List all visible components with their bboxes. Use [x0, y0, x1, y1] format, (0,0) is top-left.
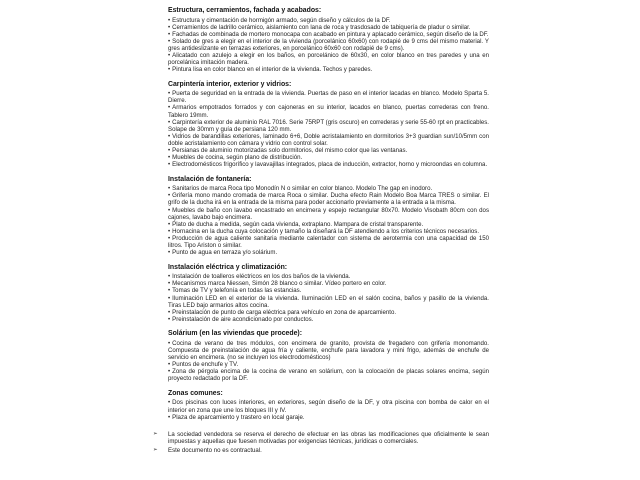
note-arrow-icon: ➢ [153, 430, 158, 437]
bullet-text: Puntos de enchufe y TV. [172, 361, 239, 369]
bullet-marker: • [168, 147, 171, 154]
bullet-list [168, 273, 489, 323]
bullet-text: Grifería mono mando cromada de marca Roca o similar. Ducha efecto Rain Modelo Boa Marca TRES o similar. El grifo de la ducha irá en la entrada de la misma para poder accionarlo previamente a la entrada a la misma. [168, 192, 489, 207]
bullet-item [168, 185, 489, 192]
bullet-marker: • [168, 227, 171, 235]
bullet-item [168, 119, 489, 133]
bullet-text: Cocina de verano de tres módulos, con encimera de granito, provista de fregadero con grifería monomando. Compuesta de preinstalación de agua fría y caliente, enchufe para lavadora y mini frigo, además de enchufe de servicio en encimera. (no se incluyen los electrodomésticos) [168, 339, 489, 362]
bullet-item [168, 280, 489, 287]
bullet-marker: • [168, 104, 171, 112]
bullet-item [168, 161, 489, 168]
bullet-marker: • [168, 280, 171, 288]
bullet-item [168, 24, 489, 31]
bullet-marker: • [168, 287, 171, 295]
bullet-marker: • [168, 315, 171, 323]
bullet-item [168, 361, 489, 368]
bullet-item [168, 295, 489, 309]
bullet-text: Hornacina en la ducha cuya colocación y tamaño la diseñará la DF atendiendo a los criterios técnicos necesarios. [172, 227, 480, 235]
bullet-text: Plato de ducha a medida, según cada vivienda, extraplano. Mampara de cristal transparente. [172, 220, 424, 228]
bullet-marker: • [168, 66, 171, 74]
bullet-marker: • [168, 273, 171, 281]
note-text: Este documento no es contractual. [168, 446, 262, 454]
bullet-item [168, 235, 489, 249]
bullet-list [168, 17, 489, 74]
section-title: Instalación de fontanería: [168, 175, 252, 183]
bullet-marker: • [168, 234, 171, 242]
bullet-item [168, 316, 489, 323]
bullet-text: Electrodomésticos frigorífico y lavavajillas integrados, placa de inducción, extractor, horno y microondas en columna. [172, 161, 488, 169]
section-title: Estructura, cerramientos, fachada y acabados: [168, 7, 322, 14]
document-content [153, 7, 489, 456]
document-section [168, 81, 489, 169]
bullet-item [168, 52, 489, 66]
bullet-list [168, 340, 489, 383]
bullet-item [168, 90, 489, 104]
bullet-marker: • [168, 37, 171, 45]
bullet-text: Zona de pérgola encima de la cocina de verano en solárium, con la colocación de placas solares encima, según proyecto redactado por la DF. [168, 368, 489, 383]
bullet-marker: • [168, 118, 171, 126]
bullet-item [168, 368, 489, 382]
bullet-item [168, 133, 489, 147]
bullet-text: Tomas de TV y telefonía en todas las estancias. [172, 287, 302, 295]
bullet-item [168, 104, 489, 118]
bullet-marker: • [168, 413, 171, 421]
bullet-marker: • [168, 339, 171, 347]
section-title: Carpintería interior, exterior y vidrios: [168, 80, 292, 88]
section-title: Instalación eléctrica y climatización: [168, 263, 288, 271]
bullet-marker: • [168, 206, 171, 214]
bullet-text: Preinstalación de punto de carga eléctrica para vehículo en zona de aparcamiento. [172, 308, 397, 316]
bullet-text: Alicatado con azulejo a elegir en los baños, en porcelánico de 60x30, en color blanco en tres paredes y una en porcelánica imitación madera. [168, 51, 489, 67]
bullet-marker: • [168, 399, 171, 407]
bullet-marker: • [168, 361, 171, 369]
document-section [168, 7, 489, 73]
bullet-text: Plaza de aparcamiento y trastero en local garaje. [172, 413, 305, 421]
bullet-list [168, 90, 489, 168]
document-section [168, 330, 489, 382]
bullet-text: Solado de gres a elegir en el interior de la vivienda (porcelánico 60x60) con rodapié de 9 cms del mismo material. Y gres antideslizante en terrazas exteriores, en porcelánico 60x60 con rodapié de 9 cms). [168, 37, 489, 52]
bullet-text: Sanitarios de marca Roca tipo Monodín N o similar en color blanco. Modelo The gap en inodoro. [172, 185, 433, 193]
bullet-text: Punto de agua en terraza y/o solárium. [172, 249, 278, 257]
legal-note [152, 431, 489, 445]
bullet-marker: • [168, 368, 171, 376]
bullet-item [168, 192, 489, 206]
section-title: Solárium (en las viviendas que procede): [168, 330, 303, 338]
bullet-marker: • [168, 16, 171, 24]
bullet-item [168, 154, 489, 161]
bullet-item [168, 66, 489, 73]
bullet-text: Puerta de seguridad en la entrada de la vivienda. Puertas de paso en el interior lacadas en blanco. Modelo Sparta 5. Dierre. [168, 90, 489, 105]
bullet-item [168, 147, 489, 154]
bullet-marker: • [168, 249, 171, 257]
bullet-text: Persianas de aluminio motorizadas solo dormitorios, del mismo color que las ventanas. [172, 147, 408, 154]
bullet-marker: • [168, 90, 171, 98]
bullet-item [168, 31, 489, 38]
bullet-text: Muebles de cocina, según plano de distribución. [172, 154, 303, 162]
bullet-text: Fachadas de combinada de mortero monocapa con acabado en pintura y aplacado cerámico, según diseño de la DF. [172, 30, 489, 38]
bullet-item [168, 309, 489, 316]
bullet-list [168, 399, 489, 420]
bullet-item [168, 207, 489, 221]
bullet-item [168, 17, 489, 24]
bullet-marker: • [168, 308, 171, 316]
bullet-marker: • [168, 30, 171, 38]
legal-note [152, 447, 489, 454]
bullet-marker: • [168, 192, 171, 200]
bullet-marker: • [168, 132, 171, 140]
bullet-text: Mecanismos marca Niessen, Simón 28 blanco o similar. Vídeo portero en color. [172, 280, 387, 288]
bullet-item [168, 287, 489, 294]
bullet-item [168, 414, 489, 421]
bullet-text: Estructura y cimentación de hormigón armado, según diseño y cálculos de la DF. [172, 16, 391, 24]
bullet-text: Carpintería exterior de aluminio RAL 7016. Serie 75RPT (gris oscuro) en correderas y serie 55-60 rpt en practicables. Solape de 30mm y guía de persiana 120 mm. [168, 118, 489, 133]
bullet-item [168, 399, 489, 413]
bullet-item [168, 273, 489, 280]
bullet-list [168, 185, 489, 256]
note-text: La sociedad vendedora se reserva el derecho de efectuar en las obras las modificaciones que oficialmente le sean impuestas y aquellas que fuesen motivadas por exigencias técnicas, jurídicas o comerciales. [168, 430, 489, 445]
bullet-item [168, 228, 489, 235]
bullet-item [168, 221, 489, 228]
document-section [168, 390, 489, 421]
bullet-marker: • [168, 161, 171, 169]
bullet-marker: • [168, 51, 171, 59]
bullet-text: Preinstalación de aire acondicionado por conductos. [172, 315, 314, 323]
bullet-text: Muebles de baño con lavabo encastrado en encimera y espejo rectangular 80x70. Modelo Visobath 80cm con dos cajones, lavabo bajo encimera. [168, 206, 489, 221]
document-section [168, 176, 489, 256]
notes-container [152, 431, 489, 454]
bullet-text: Dos piscinas con luces interiores, en exteriores, según diseño de la DF, y otra piscina con bomba de calor en el interior en zona que une los bloques III y IV. [168, 399, 489, 414]
bullet-text: Cerramientos de ladrillo cerámico, aislamiento con lana de roca y trasdosado de tabiquería de pladur o similar. [172, 23, 471, 31]
bullet-text: Instalación de toalleros eléctricos en los dos baños de la vivienda. [172, 273, 351, 281]
bullet-text: Armarios empotrados forrados y con cajoneras en su interior, lacados en blanco, puertas correderas con freno. Tablero 19mm. [168, 104, 489, 119]
note-arrow-icon: ➢ [153, 446, 158, 453]
bullet-marker: • [168, 294, 171, 302]
bullet-text: Pintura lisa en color blanco en el interior de la vivienda. Techos y paredes. [172, 66, 373, 74]
bullet-text: Iluminación LED en el exterior de la vivienda. Iluminación LED en el salón cocina, baños y pasillo de la vivienda. Tiras LED bajo armarios altos cocina. [168, 294, 489, 309]
bullet-marker: • [168, 23, 171, 31]
bullet-text: Producción de agua caliente sanitaria mediante calentador con sistema de aerotermia con una capacidad de 150 litros. Tipo Ariston o similar. [168, 234, 489, 250]
bullet-item [168, 38, 489, 52]
section-title: Zonas comunes: [168, 389, 223, 397]
bullet-text: Vidrios de barandillas exteriores, laminado 6+6, Doble acristalamiento en dormitorios 3+3 guardian sun/10/5mm con doble acristalamiento con cámara y vidrio con control solar. [168, 132, 489, 147]
bullet-marker: • [168, 220, 171, 228]
bullet-marker: • [168, 185, 171, 193]
sections-container [168, 7, 489, 421]
bullet-item [168, 249, 489, 256]
bullet-marker: • [168, 154, 171, 162]
bullet-item [168, 340, 489, 361]
document-section [168, 264, 489, 323]
